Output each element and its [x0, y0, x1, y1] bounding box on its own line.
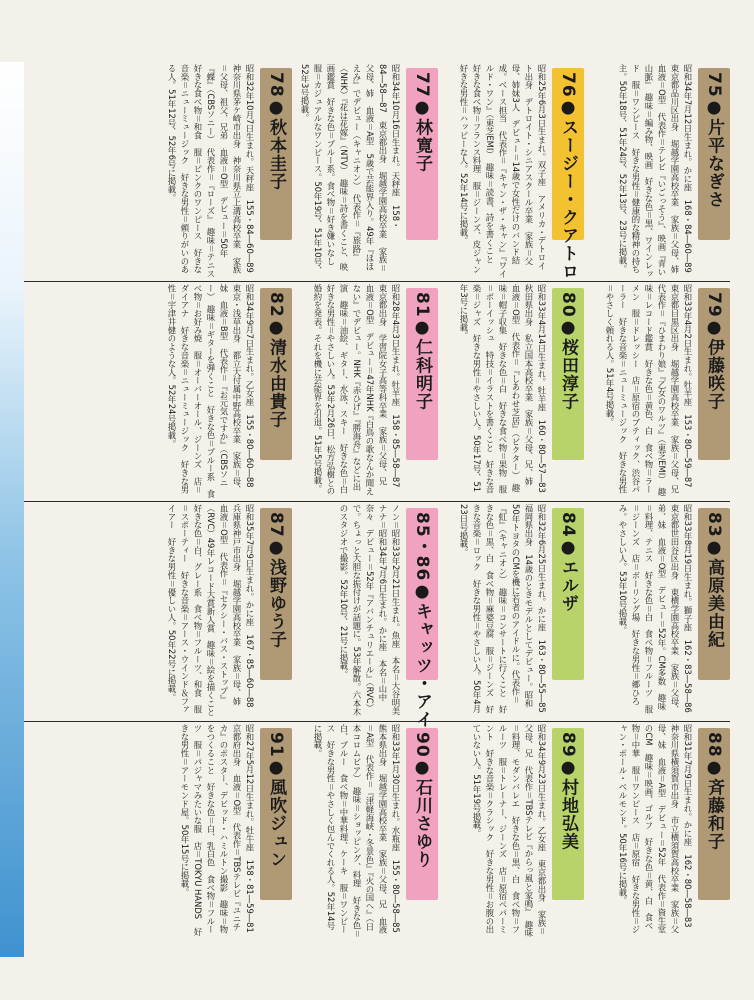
profile-name: 78●秋本圭子 [266, 72, 286, 191]
profile-bio: 昭和33年4月14日生まれ。牡羊座 160・80―57―83 秋田県出身 私立国本高校卒業 家族＝父母、兄、姉 血液＝O型 代表作＝『しあわせ芝居』（ビクター） 趣味＝帽子収集 好きな色＝白 好きな食べ物＝果物 服＝ボーイッシュ 特技＝イラストを書くこと 好きな音楽＝ジャズ 好きな男性＝やさしい人。50年17号、51年3号に掲載。 [459, 284, 547, 502]
profile-entry [298, 62, 438, 282]
profile-bio: 昭和34年9月23日生まれ。乙女座 東京都出身 家族＝父母、兄 代表作＝TBSテレビ『からっ風と家鳴』 趣味＝料理、モダンバレエ 好きな色＝黒、白 食べ物＝フルーツ 服＝トレーナー、ジーンズ 店＝原宿ペパーミント 好きな音楽＝クラシック 好きな男性＝お腹の出ていない人。51年19号掲載。 [472, 724, 547, 938]
name-tab [698, 728, 730, 900]
profile-bio: 昭和34年9月7日生まれ。乙女座 155・80―60―88 東京・浅草出身 都立大付属中野高校卒業 家族＝母、妹 血液＝B型 代表作＝『お元気ですか』（CBSソニー） 趣味＝ギターを弾くこと 好きな色＝ブルー系 食べ物＝お好み焼 服＝オーバーオール、ジーンズ 店＝ダイアナ 好きな音楽＝ニューミュージック 好きな男性＝宇津井健のような人。52年24号掲載。 [167, 284, 255, 498]
profile-entry [590, 722, 730, 942]
profile-entry [152, 722, 292, 942]
profile-entry [590, 282, 730, 502]
profile-entry [298, 722, 438, 942]
name-tab [552, 728, 584, 900]
profile-bio: 昭和28年4月3日生まれ。牡羊座 158・85―58―87 東京都出身 学習院女子高等科卒業 家族＝父母、兄 血液＝O型 デビュー＝47年NHK『白鳥の歌なんか聞えない』でデビュー。NHK『赤ひげ』『勝海舟』などに出演 趣味＝油絵、ギター、水泳、スキー 好きな色＝白 好きな男性＝やさしい人。53年2月26日、松方弘樹との婚約を発表。それを機に芸能界を引退。51年5号掲載。 [313, 284, 401, 503]
profile-name: 76●スージー・クアトロ [558, 72, 578, 281]
profile-name: 87●浅野ゆう子 [266, 512, 286, 649]
name-tab [260, 288, 292, 460]
profile-entry [152, 62, 292, 287]
profile-entry [444, 62, 584, 282]
name-tab [552, 288, 584, 460]
name-tab [552, 508, 584, 680]
name-tab [698, 508, 730, 680]
profile-name: 80●桜田淳子 [558, 292, 578, 411]
profile-entry [444, 282, 584, 502]
profile-bio: 昭和25年6月3日生まれ。双子座 アメリカ・デトロイト出身 デトロイト・シニアスクール卒業 家族＝父母、姉妹3人 デビュー＝14歳で女性だけのバンド結成。ベース担当 代表作＝『キャン・ザ・キャン』『ワイルド・ワン』（東芝EMI） 趣味＝読書、詩を書くこと 好きな食べ物＝フランス料理 服＝ジーンズ、皮ジャン 好きな男性＝ハッピーな人。52年14号に掲載。 [459, 64, 547, 283]
profile-page [24, 62, 730, 942]
profile-entry [298, 502, 438, 729]
profile-entry [444, 502, 584, 722]
name-tab [406, 288, 438, 460]
profile-name: 81●仁科明子 [412, 292, 432, 411]
profile-bio: 昭和32年6月25日生まれ。かに座 163・80―55―85 福岡県出身 14歳のときモデルとしてデビュー。昭和50年トヨタのCMを機に若者のアイドルに。代表作＝『虹』（キャニオン） 趣味＝コンサートに行くこと 好きな色＝黒、白 食べ物＝麻婆豆腐 服＝ジーンズ 好きな音楽＝ロック 好きな男性＝やさしい人。50年4月23日号掲載。 [459, 504, 547, 722]
profile-entry [152, 502, 292, 725]
profile-bio: 昭和27年5月12日生まれ。牡牛座 158・81―59―81 京都府出身 血液＝O型 代表作＝TBSテレビ『ユニチカ』のポスター、デビッド・ハミルトン撮影 趣味＝物をつくること 好きな色＝白、乳白色 食べ物＝フルーツ 服＝パジャマみたいな服 店＝TOKYU HANDS 好きな男性＝アーモンド屋。50年15号に掲載。 [180, 724, 255, 942]
profile-bio: 昭和35年7月9日生まれ。かに座 167・85―60―88 兵庫県神戸市出身 堀越学園高校卒業 家族＝母、姉 血液＝O型 代表作＝『セクシー・バス・ストップ』（RVC）49年レコード大賞新人賞 趣味＝絵を描くこと 好きな色＝白、グレー系 食べ物＝フルーツ、和食 服＝スポーティー 好きな音楽＝アース・ウインド＆ファイアー 好きな男性＝優しい人。50年22号に掲載。 [167, 504, 255, 725]
profile-entry [444, 722, 584, 942]
profile-name: 91●風吹ジュン [266, 732, 286, 869]
name-tab [260, 728, 292, 900]
name-tab [406, 68, 438, 240]
name-tab [698, 288, 730, 460]
profile-name: 88●斉藤和子 [704, 732, 724, 851]
profile-name: 85・86●キャッツ・アイ [412, 512, 432, 729]
profile-entry [590, 62, 730, 282]
name-tab [406, 508, 438, 729]
profile-bio: 昭和33年1月30日生まれ。水瓶座 155・80―58―85 熊本県出身 堀越学園高校卒業 家族＝父母、兄 血液＝A型 代表作＝『津軽海峡・冬景色』『火の国へ』（日本コロムビア） 趣味＝ショッピング、料理 好きな色＝白、ブルー 食べ物＝中華料理、ケーキ 服＝ワンピース 好きな男性＝やさしく包んでくれる人。52年14号に掲載。 [313, 724, 401, 942]
name-tab [552, 68, 584, 281]
name-tab [260, 68, 292, 240]
profile-name: 77●林寛子 [412, 72, 432, 173]
profile-bio: 昭和31年7月9日生まれ。かに座 162・80―58―83 神奈川県横須賀市出身 市立横須賀高校卒業 家族＝父母、妹 血液＝A型 デビュー＝52年 代表作＝資生堂のCM 趣味＝映画、ゴルフ 好きな色＝黄、白 食べ物＝中華 服＝ワンピース 店＝原宿 好きな男性＝ジャン・ポール・ベルモンド。50年16号に掲載。 [618, 724, 693, 936]
profile-bio: ノン＝昭和33年2月21日生まれ。魚座 本名＝大谷明美 ナナ＝昭和34年7月6日生まれ。かに座 本名＝山中奈々 デビュー＝52年『アバンチュリエール』（RVC）で。ちょっと大胆な振付けが話題に。53年解散。六本木のスタジオで撮影。52年10号、21号に掲載。 [339, 504, 401, 724]
page-edge-spine [0, 62, 24, 957]
profile-name: 84●エルザ [558, 512, 578, 613]
profile-entry [590, 502, 730, 722]
name-tab [698, 68, 730, 240]
profile-entry [152, 282, 292, 502]
profile-bio: 昭和34年10月16日生まれ。天秤座 158・84―58―87 東京都出身 堀越学園高校卒業 家族＝父母、姉 血液＝A型 5歳で芸能界入り。49年『ほほえみ』でデビュー（キャニオン） 代表作＝『旅路』（NHK）『花は花嫁』（NTV） 趣味＝詩を書くこと、映画鑑賞 好きな色＝ブルー系。食べ物＝好き嫌いなし 服＝カジュアルなワンピース。50年19号、51年10号、52年3号掲載。 [300, 64, 401, 275]
profile-name: 82●清水由貴子 [266, 292, 286, 429]
profile-name: 90●石川さゆり [412, 732, 432, 869]
profile-bio: 昭和33年4月2日生まれ。牡羊座 153・80―59―87 東京都目黒区出身 堀越学園高校卒業 家族＝父母、兄 代表作＝『ひまわり娘』『乙女のワルツ』（東芝EMI） 趣味＝レコード鑑賞 好きな色＝黄色、白 食べ物＝ラーメン 服＝ドレッシー 店＝原宿のブティック、渋谷パーラー 好きな音楽＝ニューミュージック 好きな男性＝やさしく頼れる人。51年4号掲載。 [605, 284, 693, 503]
profile-name: 83●高原美由紀 [704, 512, 724, 649]
name-tab [260, 508, 292, 680]
profile-bio: 昭和34年7月12日生まれ。かに座 168・84―60―89 東京都品川区出身 堀越学園高校卒業 家族＝父母、姉 血液＝O型 代表作＝テレビ『いごっそう』、映画『青い山脈』 趣味＝編み物、映画 好きな色＝黒、ワインレッド 服＝ワンピース 好きな男性＝健康的な精神の持ち主。50年18号、51年24号、52年13号、23号に掲載。 [618, 64, 693, 283]
profile-name: 75●片平なぎさ [704, 72, 724, 209]
profile-name: 79●伊藤咲子 [704, 292, 724, 411]
profile-bio: 昭和33年8月19日生まれ。獅子座 162・83―58―86 東京都世田谷区出身 東横学園高校卒業 家族＝父母、弟、妹 血液＝O型 デビュー＝52年。CM多数 趣味＝料理、テニス 好きな色＝白 食べ物＝フルーツ 服＝ジーンズ 店＝ボーリング場 好きな男性＝郷ひろみ。やさしい人。53年10号掲載。 [618, 504, 693, 722]
profile-entry [298, 282, 438, 502]
profile-bio: 昭和32年10月7日生まれ。天秤座 155・84―60―89 神奈川県茅ケ崎市出身 神奈川県立上溝高校卒業 家族＝父母、祖父、兄弟 血液＝O型 デビュー＝50年『蝶』（CBSソニー） 代表作＝『ローズ』 趣味＝テニス 好きな食べ物＝和食 服＝ピンクのワンピース 好きな音楽＝ニューミュージック 好きな男性＝頼りがいのある人。51年12号、52年6号に掲載。 [167, 64, 255, 287]
profile-name: 89●村地弘美 [558, 732, 578, 851]
name-tab [406, 728, 438, 900]
